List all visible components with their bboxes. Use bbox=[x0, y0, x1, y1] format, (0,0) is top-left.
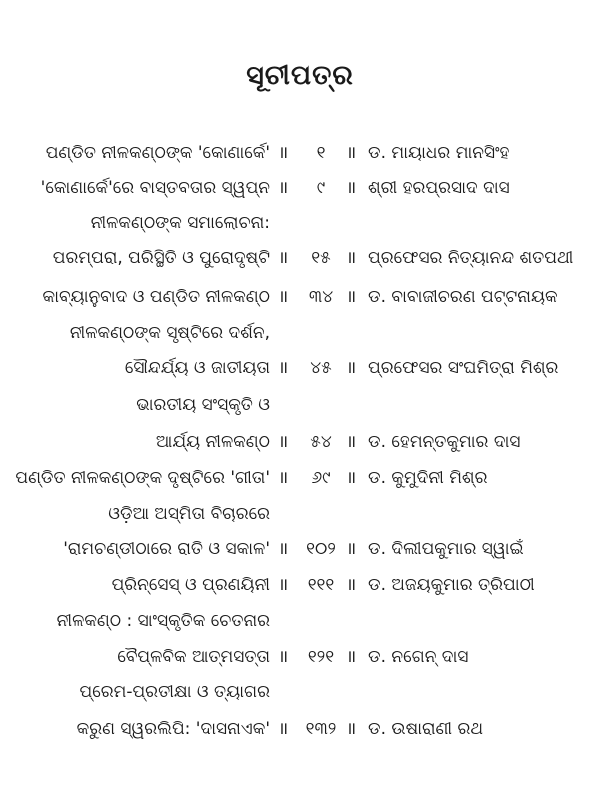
entry-title: କାବ୍ୟାନୁବାଦ ଓ ପଣ୍ଡିତ ନୀଳକଣ୍ଠ bbox=[42, 287, 270, 307]
separator: ॥ bbox=[278, 719, 289, 739]
separator: ॥ bbox=[346, 432, 357, 452]
separator: ॥ bbox=[346, 468, 357, 488]
toc-entry bbox=[0, 712, 600, 746]
toc-entry bbox=[0, 461, 600, 495]
entry-title: ବୈପ୍ଳବିକ ଆତ୍ମସତ୍ତା bbox=[117, 647, 270, 667]
toc-subtitle-row bbox=[0, 604, 600, 638]
entry-author: ଡ. ଅଜୟକୁମାର ତ୍ରିପାଠୀ bbox=[368, 575, 535, 595]
entry-author: ଡ. ନଗେନ୍ ଦାସ bbox=[368, 647, 469, 667]
entry-author: ପ୍ରଫେସର ନିତ୍ୟାନନ୍ଦ ଶତପଥୀ bbox=[368, 248, 574, 268]
separator: ॥ bbox=[278, 468, 289, 488]
page-number: ୧ bbox=[316, 143, 326, 163]
entry-subtitle: ନୀଳକଣ୍ଠଙ୍କ ସୃଷ୍ଟିରେ ଦର୍ଶନ, bbox=[69, 323, 270, 343]
entry-subtitle: ନୀଳକଣ୍ଠଙ୍କ ସମାଲୋଚନା: bbox=[90, 213, 270, 233]
toc-entry bbox=[0, 568, 600, 602]
separator: ॥ bbox=[278, 143, 289, 163]
toc-entry bbox=[0, 280, 600, 314]
separator: ॥ bbox=[278, 647, 289, 667]
entry-title: ପଣ୍ଡିତ ନୀଳକଣ୍ଠଙ୍କ ଦୃଷ୍ଟିରେ 'ଗୀତା' bbox=[15, 468, 270, 488]
toc-entry bbox=[0, 171, 600, 205]
separator: ॥ bbox=[346, 358, 357, 378]
page-number: ୧୩୨ bbox=[305, 719, 337, 739]
separator: ॥ bbox=[346, 719, 357, 739]
separator: ॥ bbox=[278, 539, 289, 559]
entry-author: ଡ. କୁମୁଦିନୀ ମିଶ୍ର bbox=[368, 468, 488, 488]
toc-entry bbox=[0, 241, 600, 275]
toc-entry bbox=[0, 532, 600, 566]
separator: ॥ bbox=[278, 248, 289, 268]
entry-subtitle: ଓଡ଼ିଆ ଅସ୍ମିତା ବିଚାରରେ bbox=[108, 504, 270, 524]
entry-title: ସୌନ୍ଦର୍ଯ୍ୟ ଓ ଜାତୀୟତା bbox=[124, 358, 270, 378]
page-number: ୧୦୨ bbox=[306, 539, 336, 559]
separator: ॥ bbox=[278, 287, 289, 307]
entry-title: 'କୋଣାର୍କେ'ରେ ବାସ୍ତବତାର ସ୍ୱପ୍ନ bbox=[40, 178, 270, 198]
entry-subtitle: ନୀଳକଣ୍ଠ : ସାଂସ୍କୃତିକ ଚେତନାର bbox=[56, 611, 270, 631]
separator: ॥ bbox=[346, 178, 357, 198]
page-number: ୪୫ bbox=[310, 358, 332, 378]
separator: ॥ bbox=[278, 358, 289, 378]
toc-entry bbox=[0, 640, 600, 674]
toc-subtitle-row bbox=[0, 206, 600, 240]
page-number: ୫୪ bbox=[310, 432, 332, 452]
entry-title: ପରମ୍ପରା, ପରିସ୍ଥିତି ଓ ପୁରୋଦୃଷ୍ଟି bbox=[52, 248, 270, 268]
separator: ॥ bbox=[278, 432, 289, 452]
toc-subtitle-row bbox=[0, 497, 600, 531]
entry-title: ଆର୍ଯ୍ୟ ନୀଳକଣ୍ଠ bbox=[155, 432, 270, 452]
entry-author: ପ୍ରଫେସର ସଂଘମିତ୍ରା ମିଶ୍ର bbox=[368, 358, 559, 378]
entry-title: ପଣ୍ଡିତ ନୀଳକଣ୍ଠଙ୍କ 'କୋଣାର୍କେ' bbox=[45, 143, 270, 163]
separator: ॥ bbox=[346, 575, 357, 595]
toc-subtitle-row bbox=[0, 316, 600, 350]
entry-subtitle: ପ୍ରେମ-ପ୍ରତୀକ୍ଷା ଓ ତ୍ୟାଗର bbox=[79, 682, 270, 702]
entry-author: ଡ. ମାୟାଧର ମାନସିଂହ bbox=[368, 143, 510, 163]
toc-subtitle-row bbox=[0, 388, 600, 422]
toc-entry bbox=[0, 136, 600, 170]
page-title: ସୂଚୀପତ୍ର bbox=[246, 60, 354, 91]
entry-author: ଡ. ହେମନ୍ତକୁମାର ଦାସ bbox=[368, 432, 521, 452]
page-number: ୧୫ bbox=[311, 248, 331, 268]
toc-entry bbox=[0, 351, 600, 385]
separator: ॥ bbox=[278, 178, 289, 198]
toc-entry bbox=[0, 425, 600, 459]
entry-author: ଡ. ବାବାଜୀଚରଣ ପଟ୍ଟନାୟକ bbox=[368, 287, 558, 307]
toc-subtitle-row bbox=[0, 675, 600, 709]
separator: ॥ bbox=[346, 647, 357, 667]
separator: ॥ bbox=[346, 287, 357, 307]
separator: ॥ bbox=[346, 143, 357, 163]
entry-author: ଶ୍ରୀ ହରପ୍ରସାଦ ଦାସ bbox=[368, 178, 510, 198]
entry-title: କରୁଣ ସ୍ୱରଲିପି: 'ଦାସନାଏକ' bbox=[76, 719, 270, 739]
separator: ॥ bbox=[346, 539, 357, 559]
page-number: ୬୯ bbox=[311, 468, 331, 488]
page-number: ୧୧୧ bbox=[307, 575, 335, 595]
entry-author: ଡ. ଉଷାରାଣୀ ରଥ bbox=[368, 719, 484, 739]
entry-title: 'ରାମଚଣ୍ଡୀଠାରେ ରାତି ଓ ସକାଳ' bbox=[63, 539, 270, 559]
separator: ॥ bbox=[346, 248, 357, 268]
page-number: ୯ bbox=[316, 178, 326, 198]
page-number: ୧୨୧ bbox=[307, 647, 335, 667]
page-number: ୩୪ bbox=[308, 287, 334, 307]
entry-title: ପ୍ରିନ୍‌ସେସ୍ ଓ ପ୍ରଣୟିନୀ bbox=[111, 575, 270, 595]
entry-author: ଡ. ଦିଲୀପକୁମାର ସ୍ୱାଇଁ bbox=[368, 539, 524, 559]
entry-subtitle: ଭାରତୀୟ ସଂସ୍କୃତି ଓ bbox=[136, 395, 270, 415]
separator: ॥ bbox=[278, 575, 289, 595]
